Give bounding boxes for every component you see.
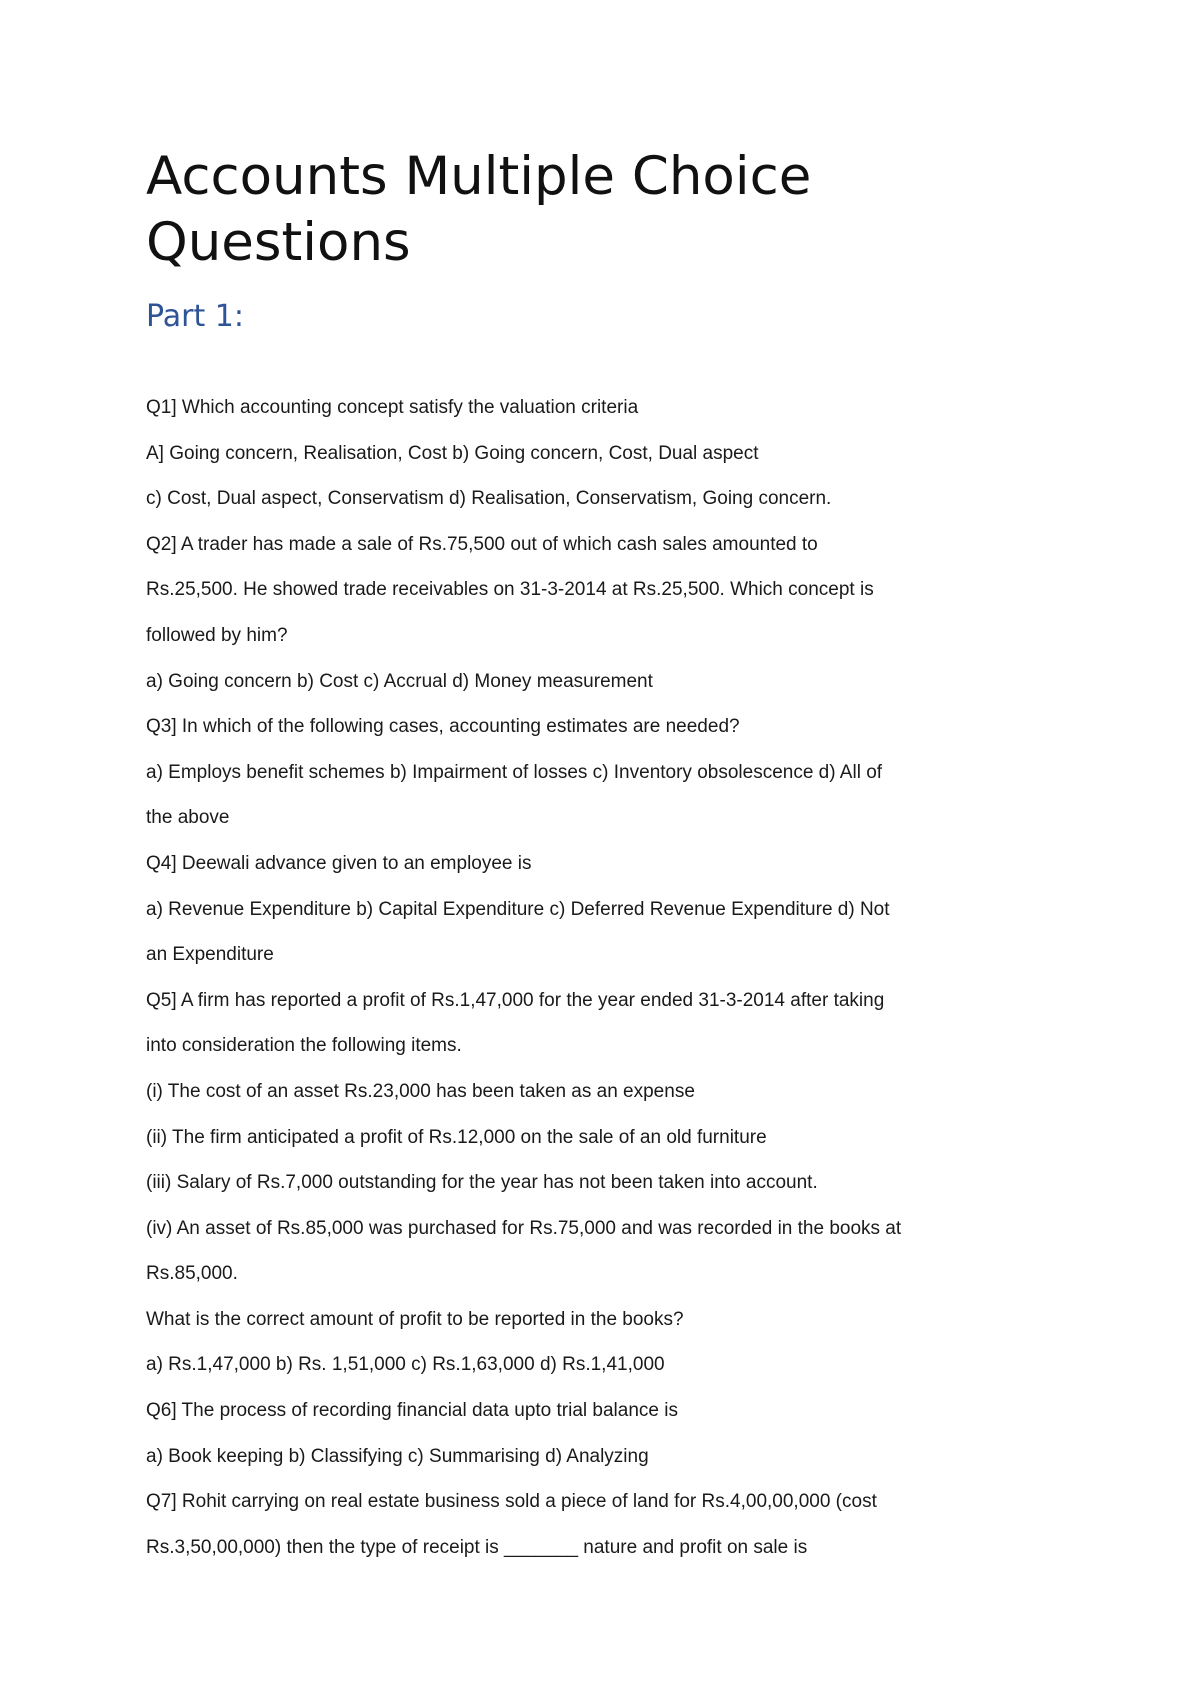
- text-line: What is the correct amount of profit to be reported in the books?: [146, 1308, 684, 1330]
- text-line: Rs.25,500. He showed trade receivables on 31-3-2014 at Rs.25,500. Which concept is: [146, 579, 874, 601]
- text-line: followed by him?: [146, 624, 288, 646]
- text-line: Q3] In which of the following cases, accounting estimates are needed?: [146, 716, 740, 738]
- text-line: Rs.85,000.: [146, 1263, 238, 1285]
- text-line: into consideration the following items.: [146, 1035, 462, 1057]
- text-line: Q1] Which accounting concept satisfy the valuation criteria: [146, 397, 639, 418]
- text-line: c) Cost, Dual aspect, Conservatism d) Realisation, Conservatism, Going concern.: [146, 488, 832, 510]
- text-line: (ii) The firm anticipated a profit of Rs.12,000 on the sale of an old furniture: [146, 1126, 767, 1148]
- text-line: Rs.3,50,00,000) then the type of receipt is _______ nature and profit on sale is: [146, 1536, 808, 1558]
- text-line: (i) The cost of an asset Rs.23,000 has been taken as an expense: [146, 1080, 695, 1102]
- text-line: (iii) Salary of Rs.7,000 outstanding for the year has not been taken into account.: [146, 1172, 818, 1194]
- text-line: Q7] Rohit carrying on real estate business sold a piece of land for Rs.4,00,00,000 (cost: [146, 1491, 877, 1513]
- section-heading: Part 1:: [146, 299, 244, 334]
- document-title: Accounts Multiple Choice Questions: [146, 146, 812, 273]
- text-line: the above: [146, 807, 230, 829]
- text-line: (iv) An asset of Rs.85,000 was purchased for Rs.75,000 and was recorded in the books at: [146, 1217, 902, 1239]
- text-line: a) Employs benefit schemes b) Impairment of losses c) Inventory obsolescence d) All of: [146, 761, 883, 783]
- text-line: Q2] A trader has made a sale of Rs.75,500 out of which cash sales amounted to: [146, 533, 818, 555]
- text-line: a) Revenue Expenditure b) Capital Expenditure c) Deferred Revenue Expenditure d) Not: [146, 898, 890, 920]
- text-line: a) Book keeping b) Classifying c) Summarising d) Analyzing: [146, 1445, 649, 1467]
- text-line: an Expenditure: [146, 944, 274, 966]
- question-body: [146, 385, 1046, 1570]
- text-line: a) Going concern b) Cost c) Accrual d) Money measurement: [146, 670, 653, 692]
- text-line: Q4] Deewali advance given to an employee is: [146, 852, 532, 874]
- text-line: A] Going concern, Realisation, Cost b) Going concern, Cost, Dual aspect: [146, 442, 759, 464]
- text-line: Q5] A firm has reported a profit of Rs.1,47,000 for the year ended 31-3-2014 after taking: [146, 989, 885, 1011]
- text-line: Q6] The process of recording financial data upto trial balance is: [146, 1400, 678, 1422]
- text-line: a) Rs.1,47,000 b) Rs. 1,51,000 c) Rs.1,63,000 d) Rs.1,41,000: [146, 1354, 665, 1376]
